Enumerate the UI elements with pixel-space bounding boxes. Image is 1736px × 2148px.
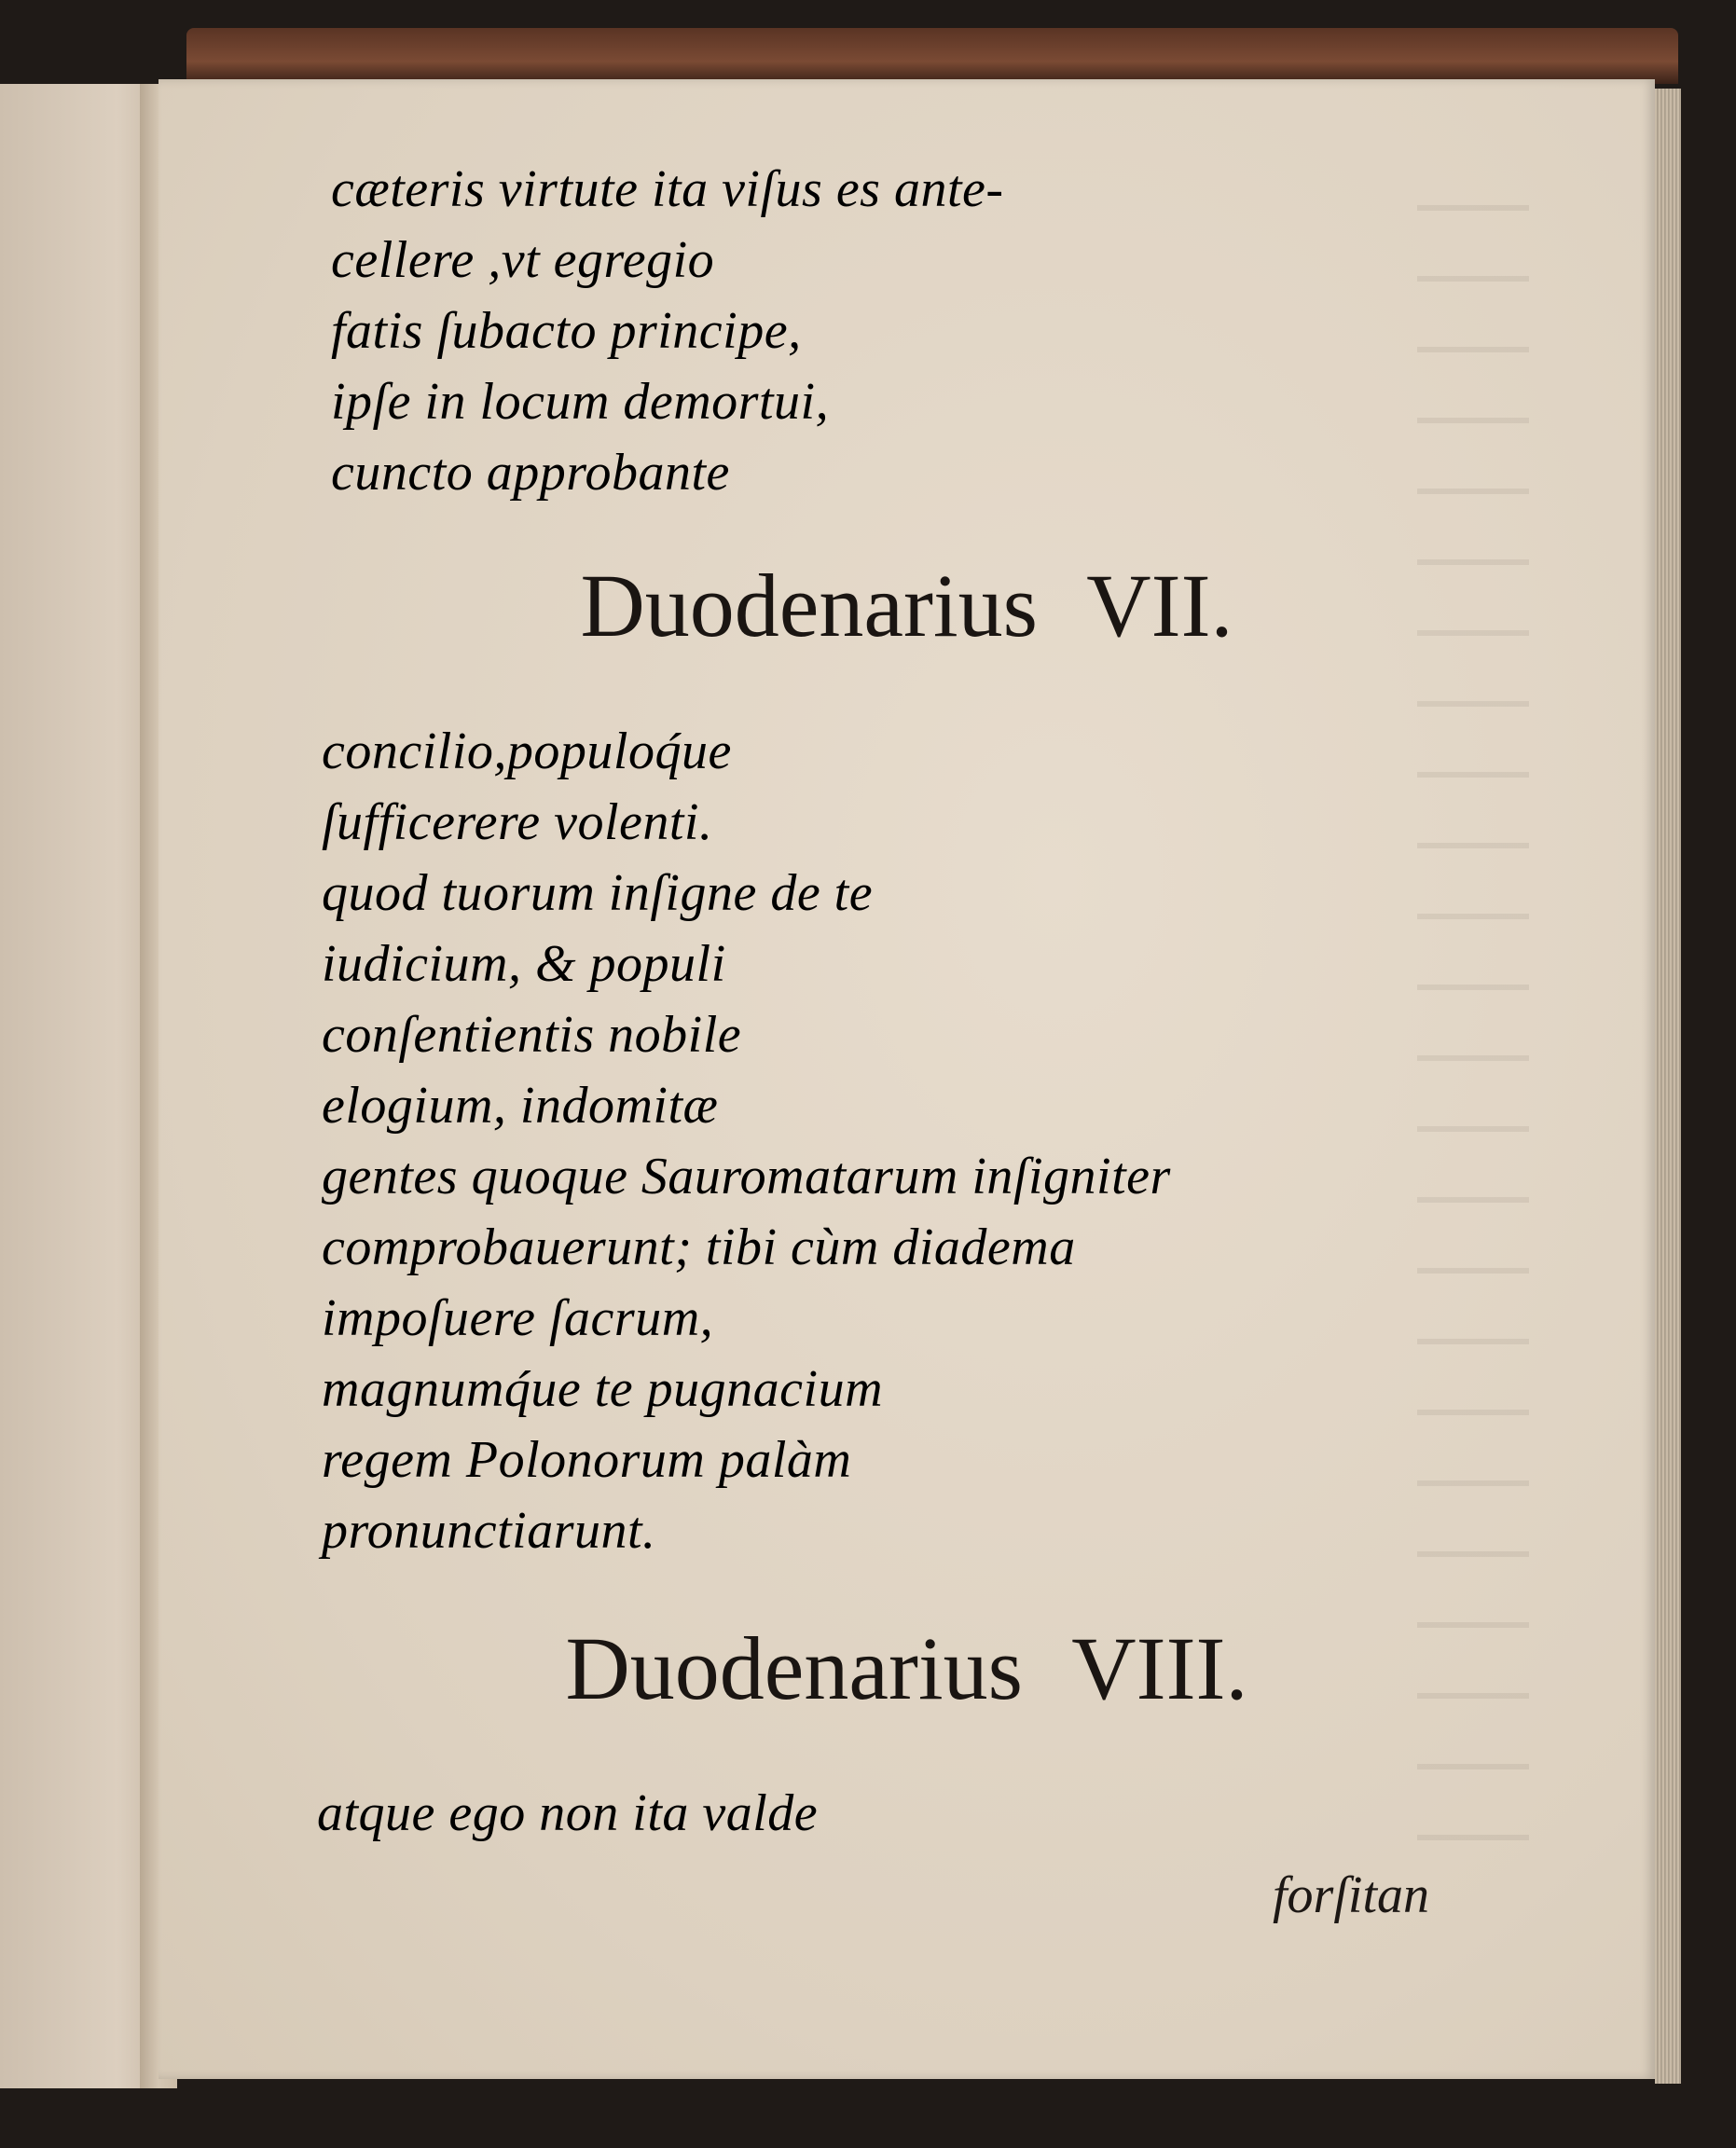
text-line: cæteris virtute ita viſus es ante-	[331, 160, 1004, 218]
text-line: ſufficerere volenti.	[322, 793, 713, 851]
page-edges	[1655, 89, 1681, 2084]
binding-top	[186, 28, 1678, 84]
catchword: forſitan	[1273, 1866, 1430, 1924]
text-block-2	[322, 716, 1171, 1566]
text-block-1	[331, 154, 1004, 508]
text-line: iudicium, & populi	[322, 935, 726, 993]
text-line: magnumq́ue te pugnacium	[322, 1360, 884, 1418]
text-line: cuncto approbante	[331, 444, 730, 502]
section-heading-vii: Duodenarius VII.	[580, 556, 1233, 655]
text-line: quod tuorum inſigne de te	[322, 864, 874, 922]
text-line: ipſe in locum demortui,	[331, 373, 830, 431]
text-line: impoſuere ſacrum,	[322, 1289, 714, 1347]
text-line: atque ego non ita valde	[317, 1784, 819, 1842]
text-line: conſentientis nobile	[322, 1006, 742, 1064]
section-heading-viii: Duodenarius VIII.	[565, 1618, 1248, 1718]
text-block-3	[317, 1778, 818, 1849]
text-line: pronunctiarunt.	[322, 1502, 656, 1560]
text-line: regem Polonorum palàm	[322, 1431, 852, 1489]
text-line: cellere ,vt egregio	[331, 231, 715, 289]
show-through	[1417, 168, 1529, 1846]
text-line: concilio,populoq́ue	[322, 723, 732, 780]
text-line: gentes quoque Sauromatarum inſigniter	[322, 1148, 1171, 1205]
text-line: fatis ſubacto principe,	[331, 302, 802, 360]
text-line: elogium, indomitæ	[322, 1077, 719, 1135]
text-line: comprobauerunt; tibi cùm diadema	[322, 1219, 1076, 1276]
